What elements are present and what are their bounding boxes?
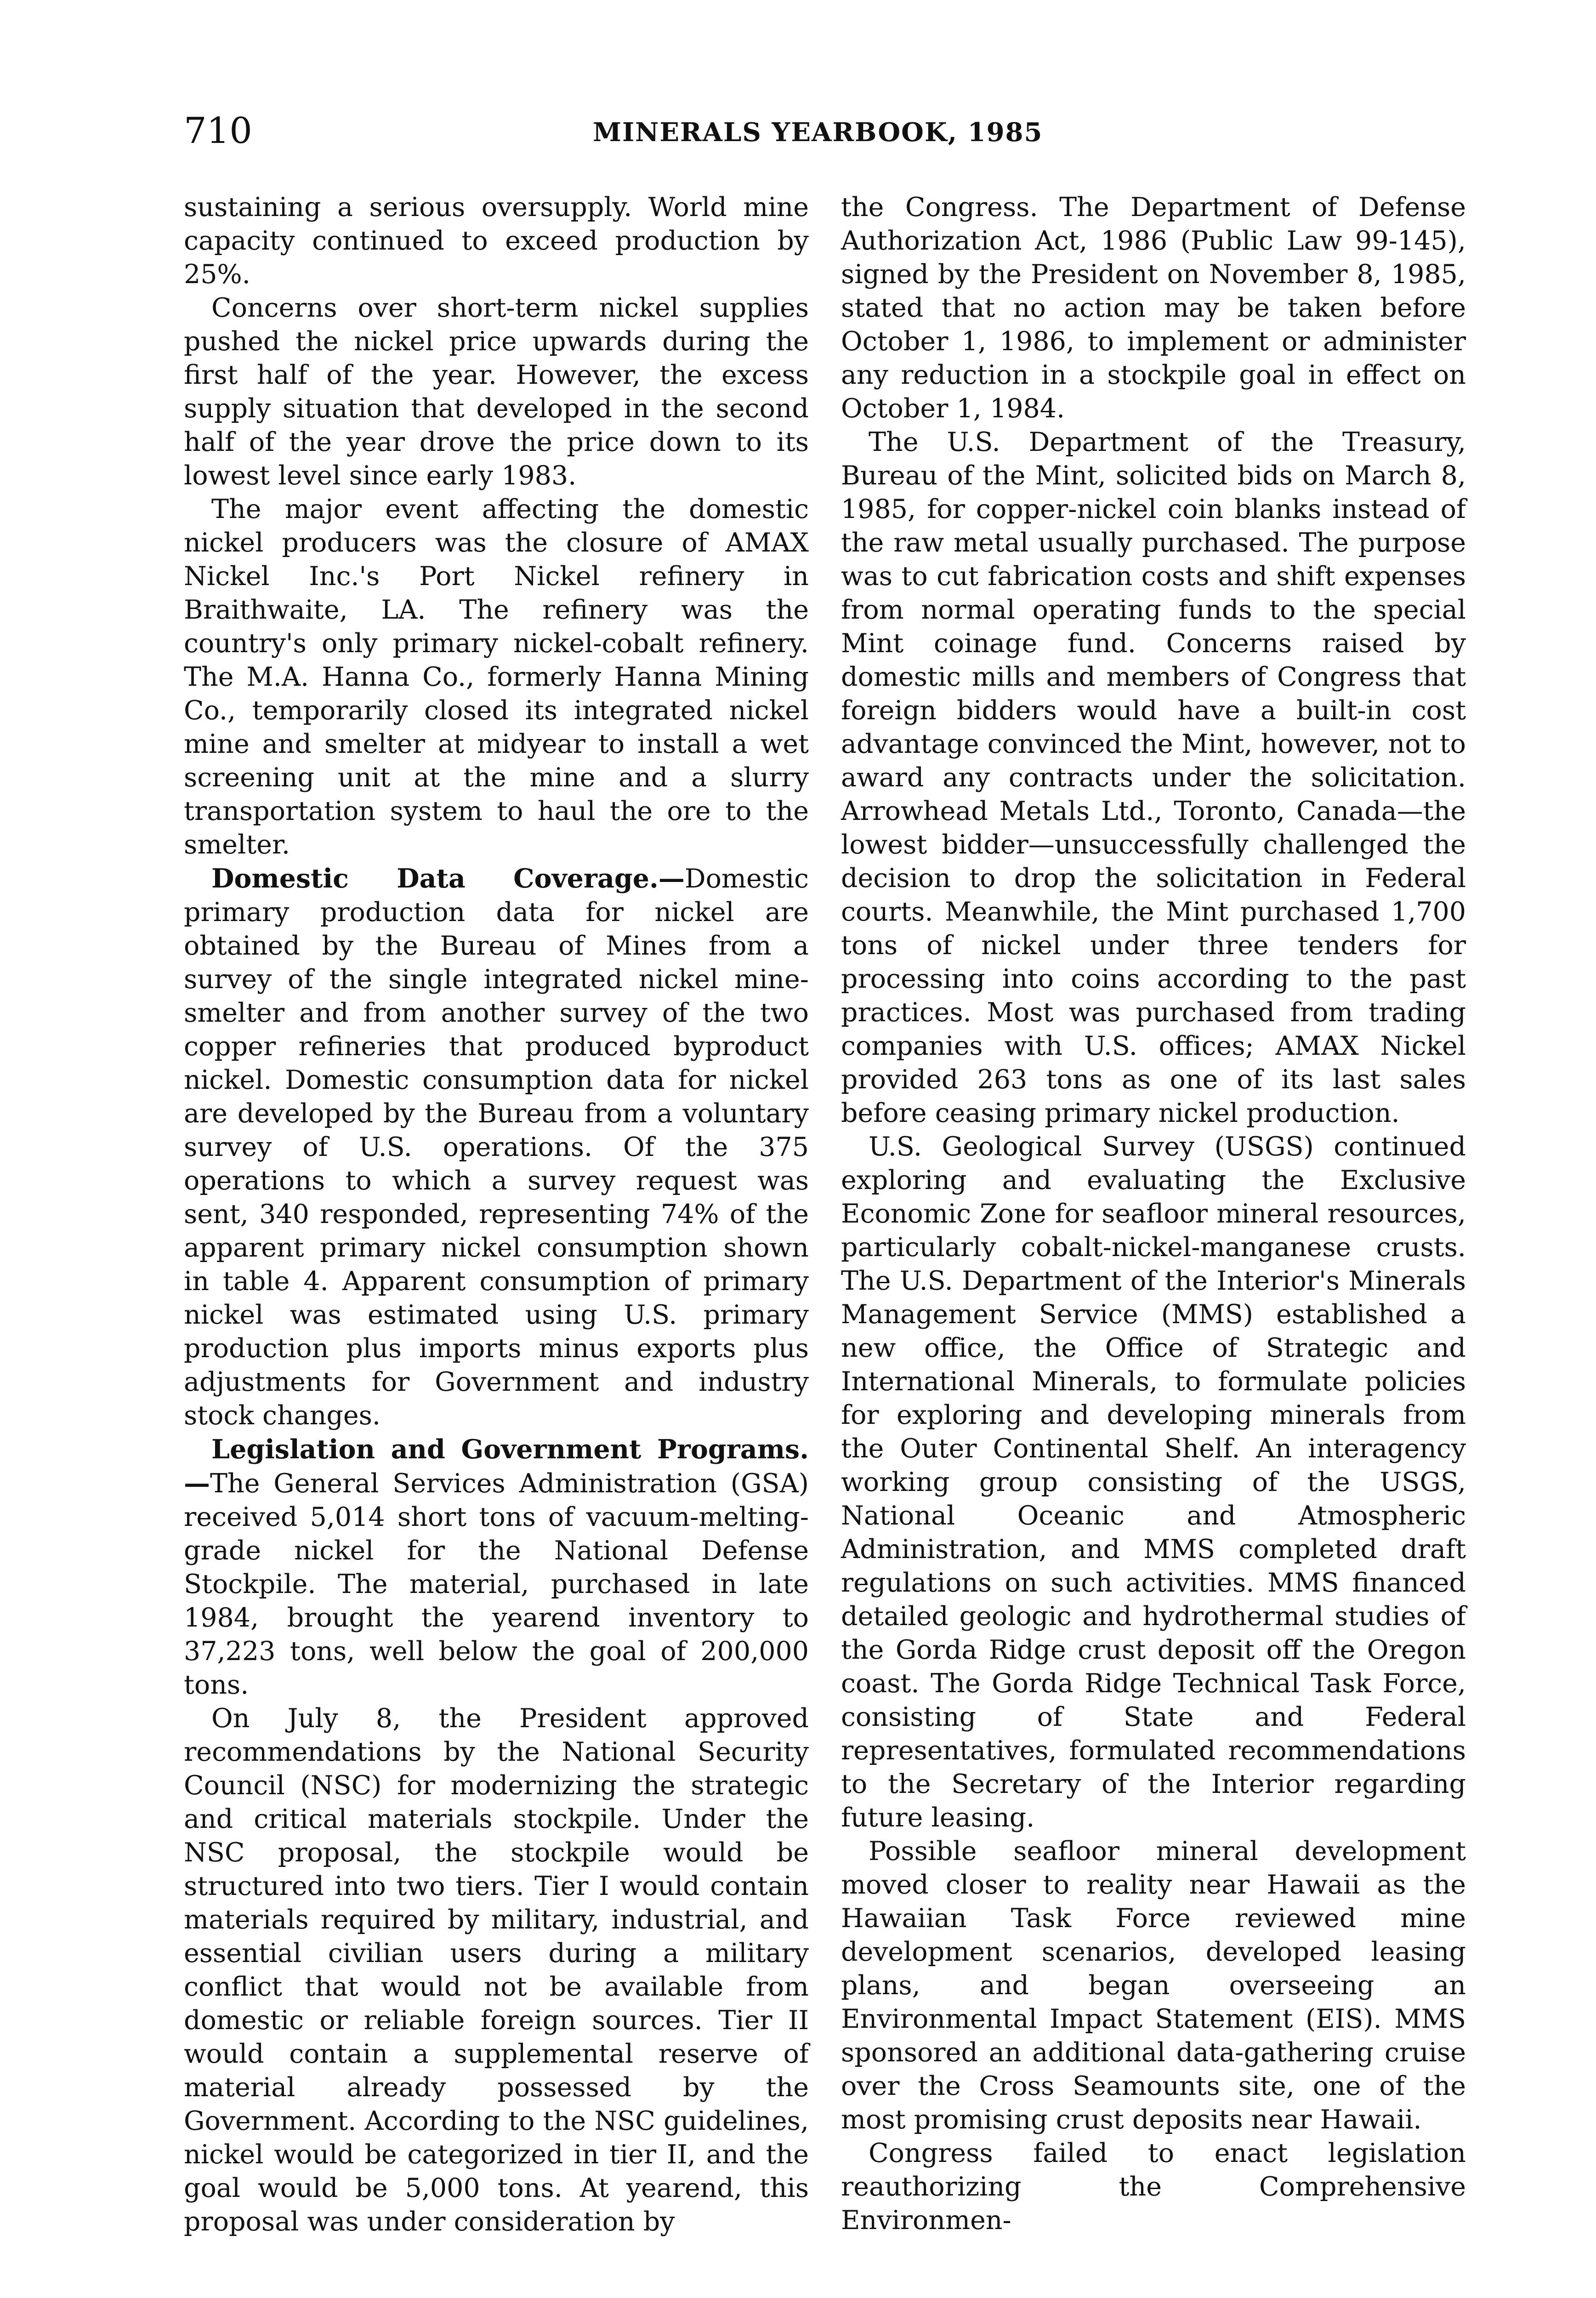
paragraph bbox=[841, 426, 1466, 1130]
paragraph bbox=[184, 191, 809, 291]
paragraph-text: The U.S. Department of the Treasury, Bureau of the Mint, solicited bids on March 8, 1985, for copper-nickel coin blanks instead of the raw metal usually purchased. The purpose was to cut fabrication costs and shift expenses from normal operating funds to the special Mint coinage fund. Concerns raised by domestic mills and members of Congress that foreign bidders would have a built-in cost advantage convinced the Mint, however, not to award any contracts under the solicitation. Arrowhead Metals Ltd., Toronto, Canada—the lowest bidder—unsuccessfully challenged the decision to drop the solicitation in Federal courts. Meanwhile, the Mint purchased 1,700 tons of nickel under three tenders for processing into coins according to the past practices. Most was purchased from trading companies with U.S. offices; AMAX Nickel provided 263 tons as one of its last sales before ceasing primary nickel production. bbox=[841, 427, 1466, 1128]
paragraph-text: sustaining a serious oversupply. World mine capacity continued to exceed production by 25%. bbox=[184, 192, 809, 290]
paragraph-text: The major event affecting the domestic nickel producers was the closure of AMAX Nickel Inc.'s Port Nickel refinery in Braithwaite, LA. The refinery was the country's only primary nickel-cobalt refinery. The M.A. Hanna Co., formerly Hanna Mining Co., temporarily closed its integrated nickel mine and smelter at midyear to install a wet screening unit at the mine and a slurry transportation system to haul the ore to the smelter. bbox=[184, 494, 809, 860]
paragraph bbox=[184, 1702, 809, 2239]
paragraph-text: U.S. Geological Survey (USGS) continued exploring and evaluating the Exclusive Economic Zone for seafloor mineral resources, particularly cobalt-nickel-manganese crusts. The U.S. Department of the Interior's Minerals Management Service (MMS) established a new office, the Office of Strategic and International Minerals, to formulate policies for exploring and developing minerals from the Outer Continental Shelf. An interagency working group consisting of the USGS, National Oceanic and Atmospheric Administration, and MMS completed draft regulations on such activities. MMS financed detailed geologic and hydrothermal studies of the Gorda Ridge crust deposit off the Oregon coast. The Gorda Ridge Technical Task Force, consisting of State and Federal representatives, formulated recommendations to the Secretary of the Interior regarding future leasing. bbox=[841, 1132, 1466, 1833]
paragraph-text: Possible seafloor mineral development moved closer to reality near Hawaii as the Hawaiian Task Force reviewed mine development scenarios, developed leasing plans, and began overseeing an Environmental Impact Statement (EIS). MMS sponsored an additional data-gathering cruise over the Cross Seamounts site, one of the most promising crust deposits near Hawaii. bbox=[841, 1836, 1466, 2135]
paragraph-text: Domestic primary production data for nickel are obtained by the Bureau of Mines from a survey of the single integrated nickel mine-smelter and from another survey of the two copper refineries that produced byproduct nickel. Domestic consumption data for nickel are developed by the Bureau from a voluntary survey of U.S. operations. Of the 375 operations to which a survey request was sent, 340 responded, representing 74% of the apparent primary nickel consumption shown in table 4. Apparent consumption of primary nickel was estimated using U.S. primary production plus imports minus exports plus adjustments for Government and industry stock changes. bbox=[184, 864, 809, 1431]
paragraph-text: Congress failed to enact legislation reauthorizing the Comprehensive Environmen- bbox=[841, 2138, 1466, 2235]
page-header bbox=[0, 110, 1596, 156]
paragraph bbox=[841, 191, 1466, 426]
section-heading: Legislation and Government Programs.— bbox=[184, 1434, 809, 1499]
paragraph bbox=[841, 1130, 1466, 1835]
page-number: 710 bbox=[184, 110, 252, 152]
paragraph-text: the Congress. The Department of Defense Authorization Act, 1986 (Public Law 99-145), signed by the President on November 8, 1985, stated that no action may be taken before October 1, 1986, to implement or administer any reduction in a stockpile goal in effect on October 1, 1984. bbox=[841, 192, 1466, 424]
running-title: MINERALS YEARBOOK, 1985 bbox=[593, 117, 1043, 148]
paragraph-text: The General Services Administration (GSA) received 5,014 short tons of vacuum-melting-grade nickel for the National Defense Stockpile. The material, purchased in late 1984, brought the yearend inventory to 37,223 tons, well below the goal of 200,000 tons. bbox=[184, 1468, 809, 1700]
paragraph bbox=[184, 1433, 809, 1702]
paragraph bbox=[184, 493, 809, 862]
paragraph bbox=[841, 1835, 1466, 2137]
paragraph bbox=[841, 2137, 1466, 2237]
paragraph bbox=[184, 862, 809, 1433]
paragraph-text: Concerns over short-term nickel supplies pushed the nickel price upwards during the first half of the year. However, the excess supply situation that developed in the second half of the year drove the price down to its lowest level since early 1983. bbox=[184, 293, 809, 491]
left-column bbox=[184, 191, 809, 2239]
paragraph-text: On July 8, the President approved recommendations by the National Security Council (NSC) for modernizing the strategic and critical materials stockpile. Under the NSC proposal, the stockpile would be structured into two tiers. Tier I would contain materials required by military, industrial, and essential civilian users during a military conflict that would not be available from domestic or reliable foreign sources. Tier II would contain a supplemental reserve of material already possessed by the Government. According to the NSC guidelines, nickel would be categorized in tier II, and the goal would be 5,000 tons. At yearend, this proposal was under consideration by bbox=[184, 1703, 809, 2237]
section-heading: Domestic Data Coverage.— bbox=[211, 863, 685, 894]
right-column bbox=[841, 191, 1466, 2237]
paragraph bbox=[184, 291, 809, 493]
